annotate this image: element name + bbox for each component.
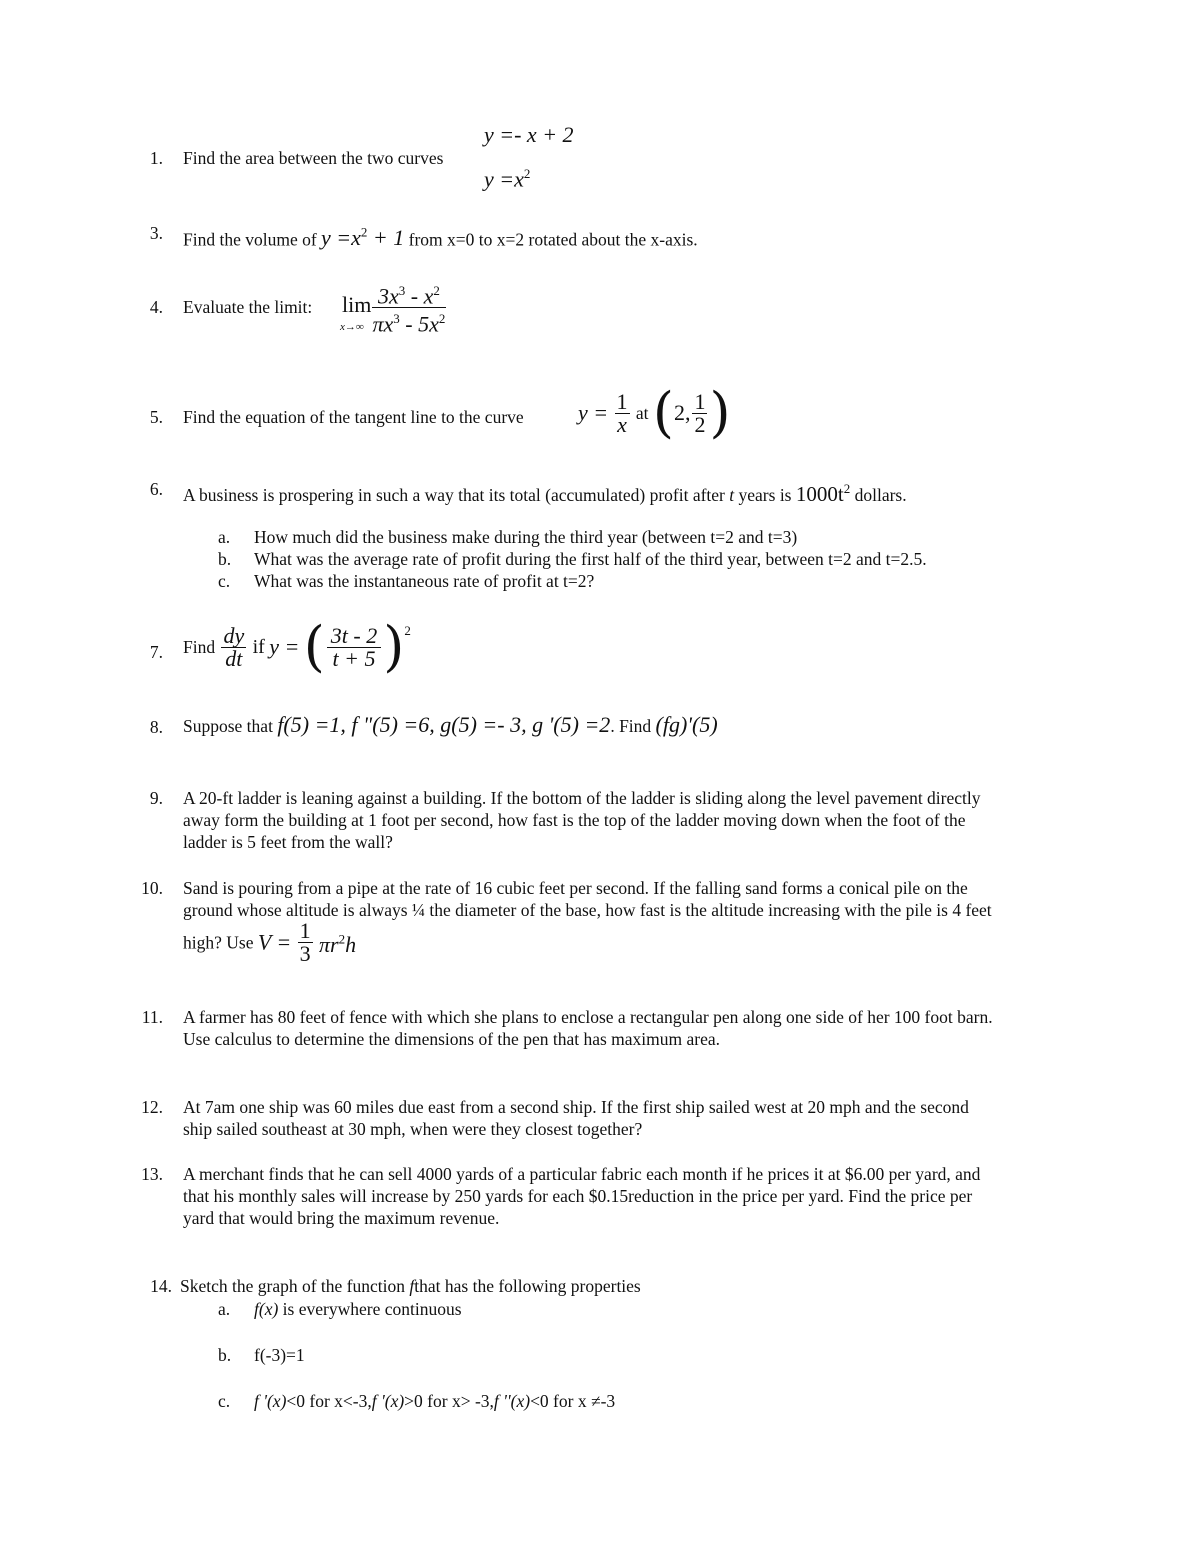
problem-6c-text: What was the instantaneous rate of profit at t=2? [254, 571, 595, 591]
problem-14c-letter: c. [218, 1391, 231, 1411]
problem-6a-letter: a. [218, 527, 231, 547]
problem-10-number: 10. [141, 878, 163, 898]
problem-3-number: 3. [149, 223, 163, 243]
problem-14a-letter: a. [218, 1299, 231, 1319]
problem-5-text: Find the equation of the tangent line to the curve [183, 407, 524, 427]
problem-13-line-3: yard that would bring the maximum revenue. [183, 1208, 500, 1228]
problem-6b-text: What was the average rate of profit during the first half of the third year, between t=2 and t=2.5. [254, 549, 927, 569]
problem-1-text: Find the area between the two curves [183, 148, 444, 168]
problem-9-line-3: ladder is 5 feet from the wall? [183, 832, 393, 852]
problem-14a-text: f(x) is everywhere continuous [254, 1299, 462, 1319]
problem-6b-letter: b. [218, 549, 232, 569]
problem-1-equation-1: y =- x + 2 [484, 122, 574, 147]
problem-9-number: 9. [149, 788, 163, 808]
limit-subscript: x→∞ [340, 321, 364, 333]
problem-11-number: 11. [141, 1007, 163, 1027]
problem-10-line-2: ground whose altitude is always ¼ the diameter of the base, how fast is the altitude increasing with the pile is 4 feet [183, 900, 992, 920]
problem-13-number: 13. [141, 1164, 163, 1184]
problem-11-line-1: A farmer has 80 feet of fence with which she plans to enclose a rectangular pen along one side of her 100 foot barn. [183, 1007, 993, 1027]
problem-14b-letter: b. [218, 1345, 232, 1365]
problem-1-equation-2: $y =x^2$ [484, 166, 531, 192]
problem-8-number: 8. [149, 717, 163, 737]
problem-14-number: 14. [150, 1276, 172, 1296]
problem-6c-letter: c. [218, 571, 231, 591]
problem-10-line-3: high? Use V = $\frac{1}{3}$ $\pi r^2h$ [183, 918, 357, 966]
problem-14-text: Sketch the graph of the function fthat has the following properties [180, 1276, 641, 1296]
problem-14b-text: f(-3)=1 [254, 1345, 305, 1365]
problem-7-number: 7. [149, 642, 163, 662]
problem-12-line-2: ship sailed southeast at 30 mph, when were they closest together? [183, 1119, 643, 1139]
problem-7-equation: Find $\frac{dy}{dt}$ if y = ( $\frac{3t - 2}{t + 5}$ )$^2$ [183, 615, 411, 678]
problem-10-line-1: Sand is pouring from a pipe at the rate of 16 cubic feet per second. If the falling sand forms a conical pile on the [183, 878, 968, 898]
limit-operator: lim [342, 292, 372, 317]
problem-4-number: 4. [149, 297, 163, 317]
problem-12-line-1: At 7am one ship was 60 miles due east from a second ship. If the first ship sailed west at 20 mph and the second [183, 1097, 969, 1117]
problem-6-number: 6. [149, 479, 163, 499]
problem-6a-text: How much did the business make during the third year (between t=2 and t=3) [254, 527, 798, 547]
problem-11-line-2: Use calculus to determine the dimensions of the pen that has maximum area. [183, 1029, 720, 1049]
problem-6-text: A business is prospering in such a way that its total (accumulated) profit after t years is $1000t^2$ dollars. [183, 481, 907, 506]
problem-5-number: 5. [149, 407, 163, 427]
problem-13-line-2: that his monthly sales will increase by 250 yards for each $0.15reduction in the price per yard. Find the price per [183, 1186, 973, 1206]
problem-8-text: Suppose that f(5) =1, f "(5) =6, g(5) =- 3, g '(5) =2. Find (fg)'(5) [183, 712, 718, 737]
problem-5-equation: y = $\frac{1}{x}$ at (2, $\frac{1}{2}$ ) [578, 381, 731, 444]
problem-13-line-1: A merchant finds that he can sell 4000 yards of a particular fabric each month if he prices it at $6.00 per yard, and [183, 1164, 981, 1184]
problem-14c-text: f '(x)<0 for x<-3,f '(x)>0 for x> -3,f ''(x)<0 for x ≠-3 [254, 1391, 616, 1411]
limit-fraction: $\frac{3x^3 - x^2}{\pi x^3 - 5x^2}$ [370, 280, 448, 336]
problem-4-text: Evaluate the limit: [183, 297, 313, 317]
problem-3-text: Find the volume of $y =x^2 + 1$ from x=0 to x=2 rotated about the x-axis. [183, 225, 698, 251]
problem-9-line-2: away form the building at 1 foot per second, how fast is the top of the ladder moving down when the foot of the [183, 810, 966, 830]
problem-3-equation: $y =x^2 + 1$ [321, 225, 405, 251]
problem-1-number: 1. [149, 148, 163, 168]
problem-9-line-1: A 20-ft ladder is leaning against a building. If the bottom of the ladder is sliding along the level pavement directly [183, 788, 981, 808]
problem-12-number: 12. [141, 1097, 163, 1117]
